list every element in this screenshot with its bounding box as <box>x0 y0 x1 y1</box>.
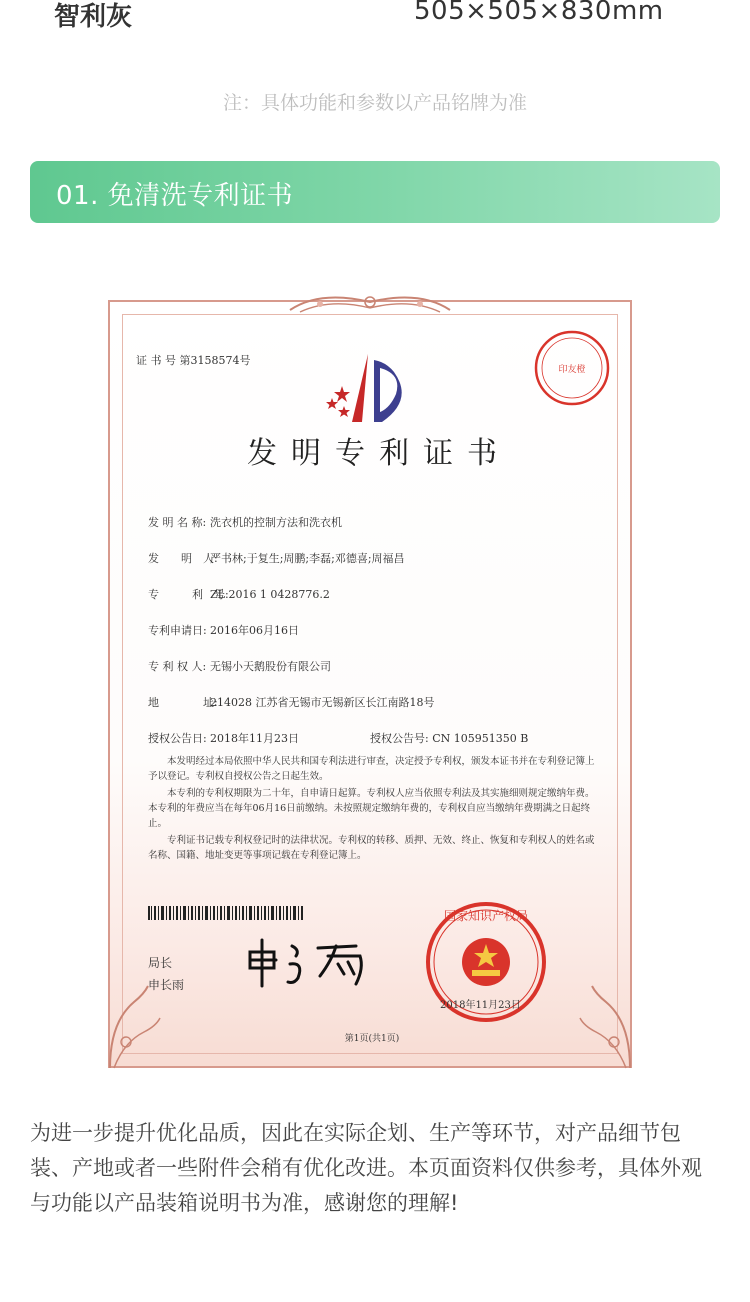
field-value: 2016年06月16日 <box>210 624 299 637</box>
disclaimer-text: 为进一步提升优化品质，因此在实际企划、生产等环节，对产品细节包装、产地或者一些附件会稍有优化改进。本页面资料仅供参考，具体外观与功能以产品装箱说明书为准，感谢您的理解! <box>30 1121 702 1215</box>
field-value: 无锡小天鹅股份有限公司 <box>210 660 331 673</box>
body-paragraph: 专利证书记载专利权登记时的法律状况。专利权的转移、质押、无效、终止、恢复和专利权人的姓名或名称、国籍、地址变更等事项记载在专利登记簿上。 <box>148 835 595 861</box>
official-title: 局长 <box>148 956 173 970</box>
agency-seal-text: 印友橙 <box>558 365 586 375</box>
certificate-body <box>148 754 596 865</box>
field-value: 洗衣机的控制方法和洗衣机 <box>210 516 342 529</box>
field-announce-date <box>148 730 608 746</box>
field-value: ZL 2016 1 0428776.2 <box>210 588 330 601</box>
field-label: 专 利 号: <box>148 588 229 601</box>
parameter-note: 注：具体功能和参数以产品铭牌为准 <box>222 92 527 114</box>
barcode-icon <box>148 906 304 920</box>
field-invention-name <box>148 514 608 530</box>
certificate-number: 证 书 号 第3158574号 <box>136 354 251 367</box>
field-value: 严书林;于复生;周鹏;李磊;邓德喜;周福昌 <box>210 552 405 565</box>
official-name: 申长雨 <box>148 978 185 992</box>
handwritten-signature <box>240 934 380 990</box>
seal-main-text: 国家知识产权局 <box>443 909 529 923</box>
field-label: 专利申请日: <box>148 624 207 637</box>
section-header <box>30 161 720 223</box>
field-label: 发 明 名 称: <box>148 516 207 529</box>
field-application-date <box>148 622 608 638</box>
seal-date: 2018年11月23日 <box>440 1000 521 1011</box>
official-block <box>148 952 184 996</box>
dimensions: 505×505×830mm <box>414 0 664 26</box>
field-label: 发 明 人: <box>148 552 218 565</box>
page-number: 第1页(共1页) <box>344 1034 400 1044</box>
field-label: 地 址: <box>148 696 218 709</box>
field-inventors <box>148 550 608 566</box>
field-label: 专 利 权 人: <box>148 660 207 673</box>
body-paragraph: 本专利的专利权期限为二十年，自申请日起算。专利权人应当依照专利法及其实施细则规定缴纳年费。本专利的年费应当在每年06月16日前缴纳。未按照规定缴纳年费的，专利权自应当缴纳年费期满之日起终止。 <box>148 788 595 829</box>
field-value: 214028 江苏省无锡市无锡新区长江南路18号 <box>210 696 435 709</box>
announce-number: 授权公告号: CN 105951350 B <box>370 732 529 745</box>
field-value: 2018年11月23日 <box>210 732 299 745</box>
patent-office-emblem-icon <box>322 350 422 425</box>
bottom-right-ornament <box>576 982 636 1072</box>
body-paragraph: 本发明经过本局依照中华人民共和国专利法进行审查，决定授予专利权，颁发本证书并在专利登记簿上予以登记。专利权自授权公告之日起生效。 <box>148 756 595 782</box>
certificate-title: 发明专利证书 <box>247 436 511 471</box>
top-ornament <box>280 290 460 318</box>
field-label: 授权公告日: <box>148 732 207 745</box>
patent-certificate-image <box>108 300 632 1068</box>
section-title: 01. 免清洗专利证书 <box>56 181 294 211</box>
field-patentee <box>148 658 608 674</box>
spec-row <box>0 0 750 40</box>
color-name: 智利灰 <box>54 2 133 32</box>
agency-seal-icon <box>532 328 612 408</box>
field-patent-number <box>148 586 608 602</box>
field-address <box>148 694 608 710</box>
